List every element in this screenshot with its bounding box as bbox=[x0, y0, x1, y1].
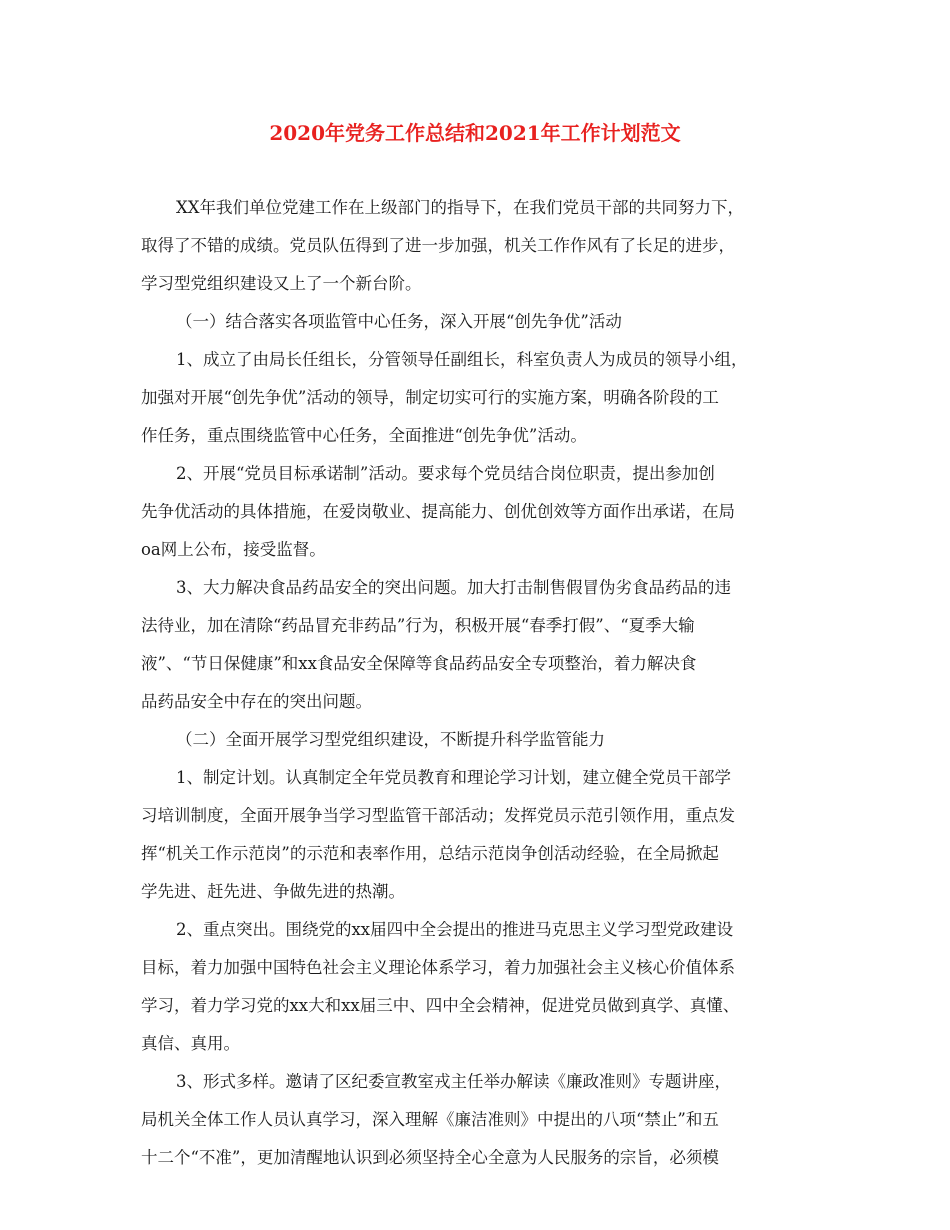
body-line: 液”、“节日保健康”和xx食品安全保障等食品药品安全专项整治，着力解决食 bbox=[141, 654, 697, 673]
body-line: 真信、真用。 bbox=[141, 1034, 240, 1053]
body-line: 1、制定计划。认真制定全年党员教育和理论学习计划，建立健全党员干部学 bbox=[176, 768, 731, 787]
body-line: （二）全面开展学习型党组织建设，不断提升科学监管能力 bbox=[176, 730, 605, 749]
body-line: 作任务，重点围绕监管中心任务，全面推进“创先争优”活动。 bbox=[141, 426, 587, 445]
document-title: 2020年党务工作总结和2021年工作计划范文 bbox=[269, 121, 681, 145]
body-line: 挥“机关工作示范岗”的示范和表率作用，总结示范岗争创活动经验，在全局掀起 bbox=[141, 844, 719, 863]
body-line: 十二个“不准”，更加清醒地认识到必须坚持全心全意为人民服务的宗旨，必须模 bbox=[141, 1148, 719, 1167]
body-line: 取得了不错的成绩。党员队伍得到了进一步加强，机关工作作风有了长足的进步， bbox=[141, 236, 735, 255]
body-line: 学先进、赶先进、争做先进的热潮。 bbox=[141, 882, 405, 901]
body-line: 2、开展“党员目标承诺制”活动。要求每个党员结合岗位职责，提出参加创 bbox=[176, 464, 715, 483]
body-line: 法待业，加在清除“药品冒充非药品”行为，积极开展“春季打假”、“夏季大输 bbox=[141, 616, 695, 635]
body-line: 3、形式多样。邀请了区纪委宣教室戎主任举办解读《廉政准则》专题讲座， bbox=[176, 1072, 731, 1091]
body-line: 学习，着力学习党的xx大和xx届三中、四中全会精神，促进党员做到真学、真懂、 bbox=[141, 996, 740, 1015]
document-body bbox=[141, 189, 821, 1177]
body-line: 加强对开展“创先争优”活动的领导，制定切实可行的实施方案，明确各阶段的工 bbox=[141, 388, 719, 407]
body-line: 品药品安全中存在的突出问题。 bbox=[141, 692, 372, 711]
body-line: （一）结合落实各项监管中心任务，深入开展“创先争优”活动 bbox=[176, 312, 622, 331]
body-line: 目标，着力加强中国特色社会主义理论体系学习，着力加强社会主义核心价值体系 bbox=[141, 958, 735, 977]
body-line: XX年我们单位党建工作在上级部门的指导下，在我们党员干部的共同努力下， bbox=[176, 198, 744, 217]
body-line: 学习型党组织建设又上了一个新台阶。 bbox=[141, 274, 422, 293]
body-line: 3、大力解决食品药品安全的突出问题。加大打击制售假冒伪劣食品药品的违 bbox=[176, 578, 731, 597]
body-line: 局机关全体工作人员认真学习，深入理解《廉洁准则》中提出的八项“禁止”和五 bbox=[141, 1110, 719, 1129]
body-line: oa网上公布，接受监督。 bbox=[141, 540, 326, 559]
body-line: 习培训制度，全面开展争当学习型监管干部活动；发挥党员示范引领作用，重点发 bbox=[141, 806, 735, 825]
body-line: 先争优活动的具体措施，在爱岗敬业、提高能力、创优创效等方面作出承诺，在局 bbox=[141, 502, 735, 521]
body-line: 2、重点突出。围绕党的xx届四中全会提出的推进马克思主义学习型党政建设 bbox=[176, 920, 734, 939]
body-line: 1、成立了由局长任组长，分管领导任副组长，科室负责人为成员的领导小组， bbox=[176, 350, 748, 369]
